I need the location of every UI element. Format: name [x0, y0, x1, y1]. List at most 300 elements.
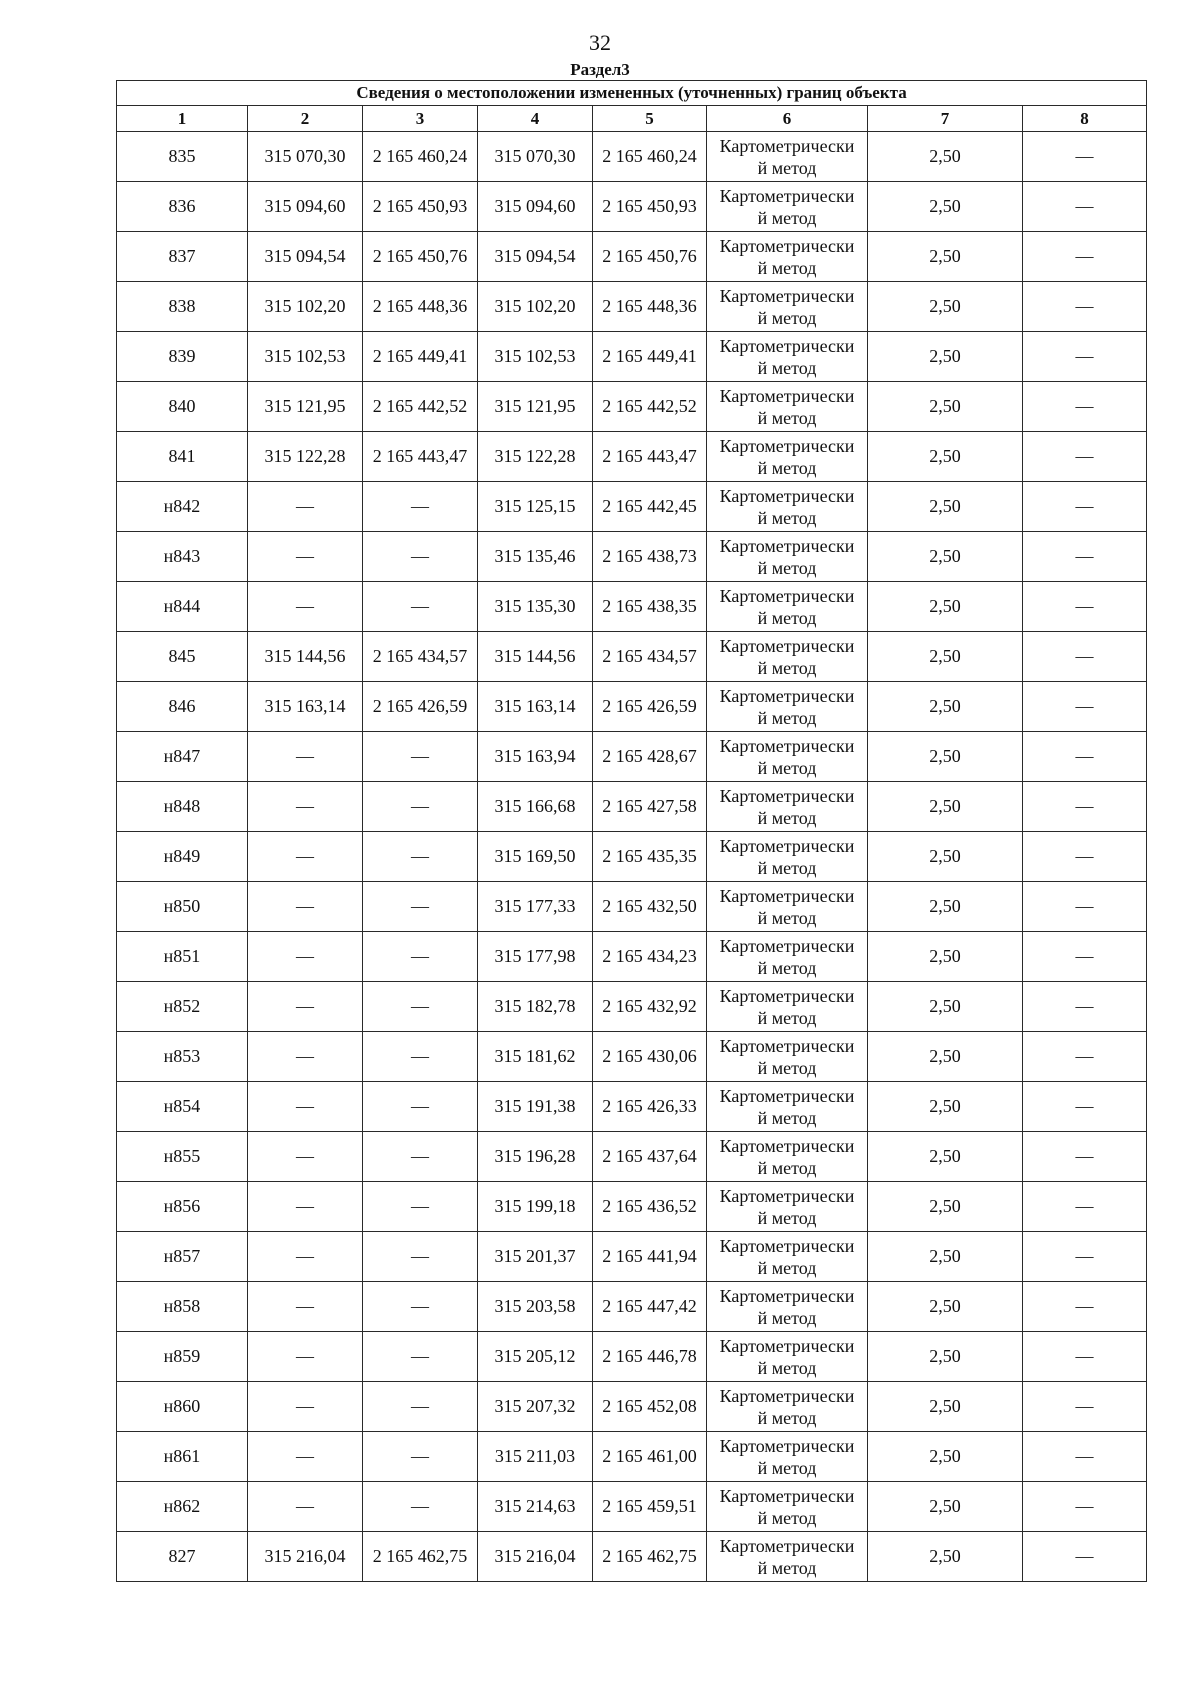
boundary-coordinates-table	[116, 80, 1147, 1582]
table-caption-row	[117, 81, 1147, 106]
accuracy-cell: 2,50	[868, 1482, 1023, 1532]
method-line-2: й метод	[757, 1507, 817, 1528]
x-existing-cell: —	[248, 1332, 363, 1382]
table-row	[117, 1482, 1147, 1532]
accuracy-cell: 2,50	[868, 782, 1023, 832]
method-line-1: Картометрически	[719, 635, 855, 656]
method-cell	[707, 432, 868, 482]
table-body	[117, 132, 1147, 1582]
x-updated-cell: 315 070,30	[478, 132, 593, 182]
accuracy-cell: 2,50	[868, 532, 1023, 582]
point-number-cell: н860	[117, 1382, 248, 1432]
method-cell	[707, 1282, 868, 1332]
y-updated-cell: 2 165 461,00	[593, 1432, 707, 1482]
column-header-row	[117, 106, 1147, 132]
method-line-1: Картометрически	[719, 1135, 855, 1156]
method-cell	[707, 1382, 868, 1432]
y-existing-cell: —	[363, 532, 478, 582]
note-cell: —	[1023, 332, 1147, 382]
table-row	[117, 1382, 1147, 1432]
column-header: 6	[707, 106, 868, 132]
table-row	[117, 1032, 1147, 1082]
note-cell: —	[1023, 382, 1147, 432]
method-line-1: Картометрически	[719, 835, 855, 856]
method-line-2: й метод	[757, 1007, 817, 1028]
y-existing-cell: —	[363, 482, 478, 532]
y-updated-cell: 2 165 435,35	[593, 832, 707, 882]
note-cell: —	[1023, 1032, 1147, 1082]
point-number-cell: 840	[117, 382, 248, 432]
method-line-1: Картометрически	[719, 335, 855, 356]
y-updated-cell: 2 165 460,24	[593, 132, 707, 182]
method-cell	[707, 1082, 868, 1132]
y-existing-cell: —	[363, 1332, 478, 1382]
y-existing-cell: —	[363, 982, 478, 1032]
method-cell	[707, 982, 868, 1032]
method-cell	[707, 582, 868, 632]
table-row	[117, 1232, 1147, 1282]
x-existing-cell: —	[248, 1382, 363, 1432]
point-number-cell: н847	[117, 732, 248, 782]
table-row	[117, 882, 1147, 932]
y-updated-cell: 2 165 438,73	[593, 532, 707, 582]
method-cell	[707, 1432, 868, 1482]
point-number-cell: н849	[117, 832, 248, 882]
point-number-cell: н859	[117, 1332, 248, 1382]
x-updated-cell: 315 094,54	[478, 232, 593, 282]
point-number-cell: н854	[117, 1082, 248, 1132]
x-updated-cell: 315 199,18	[478, 1182, 593, 1232]
x-updated-cell: 315 094,60	[478, 182, 593, 232]
x-updated-cell: 315 121,95	[478, 382, 593, 432]
x-updated-cell: 315 135,46	[478, 532, 593, 582]
x-existing-cell: —	[248, 582, 363, 632]
x-existing-cell: —	[248, 1232, 363, 1282]
accuracy-cell: 2,50	[868, 1032, 1023, 1082]
y-existing-cell: —	[363, 1082, 478, 1132]
table-row	[117, 832, 1147, 882]
note-cell: —	[1023, 1332, 1147, 1382]
accuracy-cell: 2,50	[868, 182, 1023, 232]
method-line-2: й метод	[757, 607, 817, 628]
accuracy-cell: 2,50	[868, 832, 1023, 882]
column-header: 8	[1023, 106, 1147, 132]
note-cell: —	[1023, 732, 1147, 782]
method-line-2: й метод	[757, 1457, 817, 1478]
method-cell	[707, 1482, 868, 1532]
y-existing-cell: 2 165 450,76	[363, 232, 478, 282]
table-row	[117, 582, 1147, 632]
x-updated-cell: 315 182,78	[478, 982, 593, 1032]
accuracy-cell: 2,50	[868, 882, 1023, 932]
table-row	[117, 1182, 1147, 1232]
y-updated-cell: 2 165 448,36	[593, 282, 707, 332]
method-line-2: й метод	[757, 457, 817, 478]
y-updated-cell: 2 165 437,64	[593, 1132, 707, 1182]
point-number-cell: н857	[117, 1232, 248, 1282]
method-cell	[707, 1032, 868, 1082]
x-updated-cell: 315 211,03	[478, 1432, 593, 1482]
method-line-2: й метод	[757, 507, 817, 528]
x-updated-cell: 315 216,04	[478, 1532, 593, 1582]
point-number-cell: 841	[117, 432, 248, 482]
method-line-1: Картометрически	[719, 135, 855, 156]
method-line-2: й метод	[757, 1557, 817, 1578]
method-line-2: й метод	[757, 257, 817, 278]
column-header: 3	[363, 106, 478, 132]
method-line-2: й метод	[757, 157, 817, 178]
y-updated-cell: 2 165 436,52	[593, 1182, 707, 1232]
x-existing-cell: 315 094,60	[248, 182, 363, 232]
x-updated-cell: 315 196,28	[478, 1132, 593, 1182]
method-line-1: Картометрически	[719, 1435, 855, 1456]
note-cell: —	[1023, 582, 1147, 632]
x-existing-cell: 315 144,56	[248, 632, 363, 682]
method-line-2: й метод	[757, 1257, 817, 1278]
method-line-2: й метод	[757, 557, 817, 578]
y-updated-cell: 2 165 452,08	[593, 1382, 707, 1432]
y-existing-cell: —	[363, 1282, 478, 1332]
x-updated-cell: 315 125,15	[478, 482, 593, 532]
table-row	[117, 182, 1147, 232]
y-updated-cell: 2 165 441,94	[593, 1232, 707, 1282]
x-updated-cell: 315 163,14	[478, 682, 593, 732]
method-line-2: й метод	[757, 357, 817, 378]
method-line-2: й метод	[757, 757, 817, 778]
method-line-1: Картометрически	[719, 1235, 855, 1256]
point-number-cell: н851	[117, 932, 248, 982]
y-existing-cell: 2 165 449,41	[363, 332, 478, 382]
table-row	[117, 1082, 1147, 1132]
y-updated-cell: 2 165 426,33	[593, 1082, 707, 1132]
method-line-1: Картометрически	[719, 585, 855, 606]
y-existing-cell: 2 165 426,59	[363, 682, 478, 732]
y-updated-cell: 2 165 459,51	[593, 1482, 707, 1532]
method-line-2: й метод	[757, 907, 817, 928]
method-line-1: Картометрически	[719, 1335, 855, 1356]
y-updated-cell: 2 165 428,67	[593, 732, 707, 782]
method-line-1: Картометрически	[719, 435, 855, 456]
page-number: 32	[589, 30, 611, 55]
method-cell	[707, 1532, 868, 1582]
accuracy-cell: 2,50	[868, 1132, 1023, 1182]
x-updated-cell: 315 207,32	[478, 1382, 593, 1432]
y-existing-cell: —	[363, 732, 478, 782]
method-cell	[707, 182, 868, 232]
note-cell: —	[1023, 232, 1147, 282]
x-updated-cell: 315 135,30	[478, 582, 593, 632]
method-cell	[707, 232, 868, 282]
accuracy-cell: 2,50	[868, 1432, 1023, 1482]
method-cell	[707, 1132, 868, 1182]
y-updated-cell: 2 165 434,57	[593, 632, 707, 682]
table-caption: Сведения о местоположении измененных (уточненных) границ объекта	[117, 81, 1147, 106]
x-existing-cell: —	[248, 1082, 363, 1132]
method-cell	[707, 382, 868, 432]
y-existing-cell: —	[363, 1182, 478, 1232]
x-existing-cell: 315 070,30	[248, 132, 363, 182]
x-updated-cell: 315 181,62	[478, 1032, 593, 1082]
method-line-1: Картометрически	[719, 1185, 855, 1206]
x-existing-cell: 315 102,53	[248, 332, 363, 382]
x-updated-cell: 315 163,94	[478, 732, 593, 782]
table-row	[117, 1282, 1147, 1332]
y-existing-cell: 2 165 462,75	[363, 1532, 478, 1582]
method-line-1: Картометрически	[719, 1535, 855, 1556]
note-cell: —	[1023, 882, 1147, 932]
method-line-2: й метод	[757, 957, 817, 978]
x-existing-cell: —	[248, 782, 363, 832]
y-updated-cell: 2 165 438,35	[593, 582, 707, 632]
method-cell	[707, 932, 868, 982]
point-number-cell: н852	[117, 982, 248, 1032]
column-header: 7	[868, 106, 1023, 132]
method-cell	[707, 532, 868, 582]
y-existing-cell: —	[363, 1032, 478, 1082]
note-cell: —	[1023, 832, 1147, 882]
method-line-2: й метод	[757, 807, 817, 828]
accuracy-cell: 2,50	[868, 732, 1023, 782]
x-updated-cell: 315 169,50	[478, 832, 593, 882]
table-row	[117, 782, 1147, 832]
point-number-cell: н861	[117, 1432, 248, 1482]
x-existing-cell: —	[248, 1432, 363, 1482]
method-line-2: й метод	[757, 1357, 817, 1378]
point-number-cell: 835	[117, 132, 248, 182]
method-line-1: Картометрически	[719, 485, 855, 506]
note-cell: —	[1023, 132, 1147, 182]
method-line-1: Картометрически	[719, 185, 855, 206]
method-line-1: Картометрически	[719, 785, 855, 806]
point-number-cell: 846	[117, 682, 248, 732]
method-cell	[707, 782, 868, 832]
method-cell	[707, 632, 868, 682]
accuracy-cell: 2,50	[868, 982, 1023, 1032]
column-header: 2	[248, 106, 363, 132]
method-line-1: Картометрически	[719, 1285, 855, 1306]
y-updated-cell: 2 165 449,41	[593, 332, 707, 382]
table-row	[117, 732, 1147, 782]
accuracy-cell: 2,50	[868, 1532, 1023, 1582]
x-updated-cell: 315 102,20	[478, 282, 593, 332]
y-existing-cell: —	[363, 1232, 478, 1282]
method-line-2: й метод	[757, 1407, 817, 1428]
x-updated-cell: 315 177,98	[478, 932, 593, 982]
table-row	[117, 982, 1147, 1032]
method-cell	[707, 732, 868, 782]
y-existing-cell: —	[363, 582, 478, 632]
point-number-cell: н842	[117, 482, 248, 532]
method-line-2: й метод	[757, 1157, 817, 1178]
method-line-2: й метод	[757, 1307, 817, 1328]
table-row	[117, 432, 1147, 482]
method-line-2: й метод	[757, 207, 817, 228]
method-line-2: й метод	[757, 707, 817, 728]
y-updated-cell: 2 165 450,76	[593, 232, 707, 282]
accuracy-cell: 2,50	[868, 1382, 1023, 1432]
table-row	[117, 1532, 1147, 1582]
method-line-2: й метод	[757, 407, 817, 428]
table-row	[117, 632, 1147, 682]
y-updated-cell: 2 165 430,06	[593, 1032, 707, 1082]
x-existing-cell: —	[248, 732, 363, 782]
note-cell: —	[1023, 682, 1147, 732]
table-row	[117, 282, 1147, 332]
x-updated-cell: 315 122,28	[478, 432, 593, 482]
method-line-1: Картометрически	[719, 385, 855, 406]
x-updated-cell: 315 191,38	[478, 1082, 593, 1132]
method-line-1: Картометрически	[719, 235, 855, 256]
method-line-1: Картометрически	[719, 1485, 855, 1506]
y-updated-cell: 2 165 443,47	[593, 432, 707, 482]
x-existing-cell: 315 163,14	[248, 682, 363, 732]
accuracy-cell: 2,50	[868, 1182, 1023, 1232]
method-line-1: Картометрически	[719, 685, 855, 706]
accuracy-cell: 2,50	[868, 432, 1023, 482]
method-line-1: Картометрически	[719, 535, 855, 556]
note-cell: —	[1023, 982, 1147, 1032]
y-existing-cell: 2 165 442,52	[363, 382, 478, 432]
column-header: 5	[593, 106, 707, 132]
method-line-1: Картометрически	[719, 1035, 855, 1056]
note-cell: —	[1023, 182, 1147, 232]
x-existing-cell: —	[248, 1282, 363, 1332]
accuracy-cell: 2,50	[868, 482, 1023, 532]
x-updated-cell: 315 201,37	[478, 1232, 593, 1282]
point-number-cell: 838	[117, 282, 248, 332]
x-existing-cell: —	[248, 832, 363, 882]
accuracy-cell: 2,50	[868, 1232, 1023, 1282]
x-existing-cell: —	[248, 532, 363, 582]
accuracy-cell: 2,50	[868, 632, 1023, 682]
method-cell	[707, 132, 868, 182]
note-cell: —	[1023, 282, 1147, 332]
y-existing-cell: 2 165 443,47	[363, 432, 478, 482]
table-row	[117, 482, 1147, 532]
method-line-1: Картометрически	[719, 1085, 855, 1106]
accuracy-cell: 2,50	[868, 932, 1023, 982]
table-row	[117, 332, 1147, 382]
note-cell: —	[1023, 1232, 1147, 1282]
y-updated-cell: 2 165 462,75	[593, 1532, 707, 1582]
y-existing-cell: —	[363, 1432, 478, 1482]
note-cell: —	[1023, 432, 1147, 482]
note-cell: —	[1023, 1382, 1147, 1432]
note-cell: —	[1023, 1482, 1147, 1532]
method-cell	[707, 332, 868, 382]
table-row	[117, 132, 1147, 182]
x-existing-cell: —	[248, 982, 363, 1032]
accuracy-cell: 2,50	[868, 132, 1023, 182]
column-header: 1	[117, 106, 248, 132]
y-existing-cell: —	[363, 1482, 478, 1532]
x-existing-cell: —	[248, 932, 363, 982]
table-row	[117, 382, 1147, 432]
point-number-cell: 836	[117, 182, 248, 232]
method-cell	[707, 1332, 868, 1382]
point-number-cell: н844	[117, 582, 248, 632]
accuracy-cell: 2,50	[868, 232, 1023, 282]
note-cell: —	[1023, 1532, 1147, 1582]
x-updated-cell: 315 214,63	[478, 1482, 593, 1532]
y-existing-cell: 2 165 460,24	[363, 132, 478, 182]
x-updated-cell: 315 203,58	[478, 1282, 593, 1332]
table-row	[117, 932, 1147, 982]
accuracy-cell: 2,50	[868, 682, 1023, 732]
point-number-cell: н855	[117, 1132, 248, 1182]
x-existing-cell: —	[248, 1032, 363, 1082]
method-line-2: й метод	[757, 1207, 817, 1228]
y-updated-cell: 2 165 432,50	[593, 882, 707, 932]
point-number-cell: н862	[117, 1482, 248, 1532]
x-existing-cell: 315 102,20	[248, 282, 363, 332]
x-existing-cell: —	[248, 482, 363, 532]
method-line-2: й метод	[757, 1107, 817, 1128]
note-cell: —	[1023, 1082, 1147, 1132]
x-existing-cell: 315 216,04	[248, 1532, 363, 1582]
x-existing-cell: —	[248, 882, 363, 932]
y-existing-cell: —	[363, 882, 478, 932]
point-number-cell: 839	[117, 332, 248, 382]
point-number-cell: н848	[117, 782, 248, 832]
y-updated-cell: 2 165 432,92	[593, 982, 707, 1032]
x-updated-cell: 315 205,12	[478, 1332, 593, 1382]
note-cell: —	[1023, 1182, 1147, 1232]
table-row	[117, 1432, 1147, 1482]
accuracy-cell: 2,50	[868, 1282, 1023, 1332]
y-existing-cell: —	[363, 932, 478, 982]
y-existing-cell: —	[363, 1132, 478, 1182]
x-updated-cell: 315 166,68	[478, 782, 593, 832]
point-number-cell: н843	[117, 532, 248, 582]
y-updated-cell: 2 165 446,78	[593, 1332, 707, 1382]
method-line-1: Картометрически	[719, 1385, 855, 1406]
y-updated-cell: 2 165 442,45	[593, 482, 707, 532]
x-updated-cell: 315 177,33	[478, 882, 593, 932]
section-title: Раздел3	[570, 60, 630, 79]
y-existing-cell: —	[363, 782, 478, 832]
point-number-cell: 837	[117, 232, 248, 282]
method-cell	[707, 882, 868, 932]
method-cell	[707, 1182, 868, 1232]
note-cell: —	[1023, 782, 1147, 832]
note-cell: —	[1023, 1132, 1147, 1182]
note-cell: —	[1023, 932, 1147, 982]
x-existing-cell: —	[248, 1132, 363, 1182]
table-row	[117, 682, 1147, 732]
point-number-cell: 845	[117, 632, 248, 682]
x-existing-cell: —	[248, 1182, 363, 1232]
accuracy-cell: 2,50	[868, 582, 1023, 632]
x-existing-cell: 315 121,95	[248, 382, 363, 432]
table-row	[117, 232, 1147, 282]
y-existing-cell: 2 165 434,57	[363, 632, 478, 682]
method-cell	[707, 832, 868, 882]
accuracy-cell: 2,50	[868, 382, 1023, 432]
point-number-cell: н858	[117, 1282, 248, 1332]
y-existing-cell: 2 165 448,36	[363, 282, 478, 332]
point-number-cell: н850	[117, 882, 248, 932]
point-number-cell: н856	[117, 1182, 248, 1232]
x-existing-cell: 315 094,54	[248, 232, 363, 282]
table-row	[117, 1132, 1147, 1182]
method-cell	[707, 482, 868, 532]
accuracy-cell: 2,50	[868, 282, 1023, 332]
method-line-2: й метод	[757, 657, 817, 678]
method-cell	[707, 682, 868, 732]
accuracy-cell: 2,50	[868, 332, 1023, 382]
table-row	[117, 532, 1147, 582]
